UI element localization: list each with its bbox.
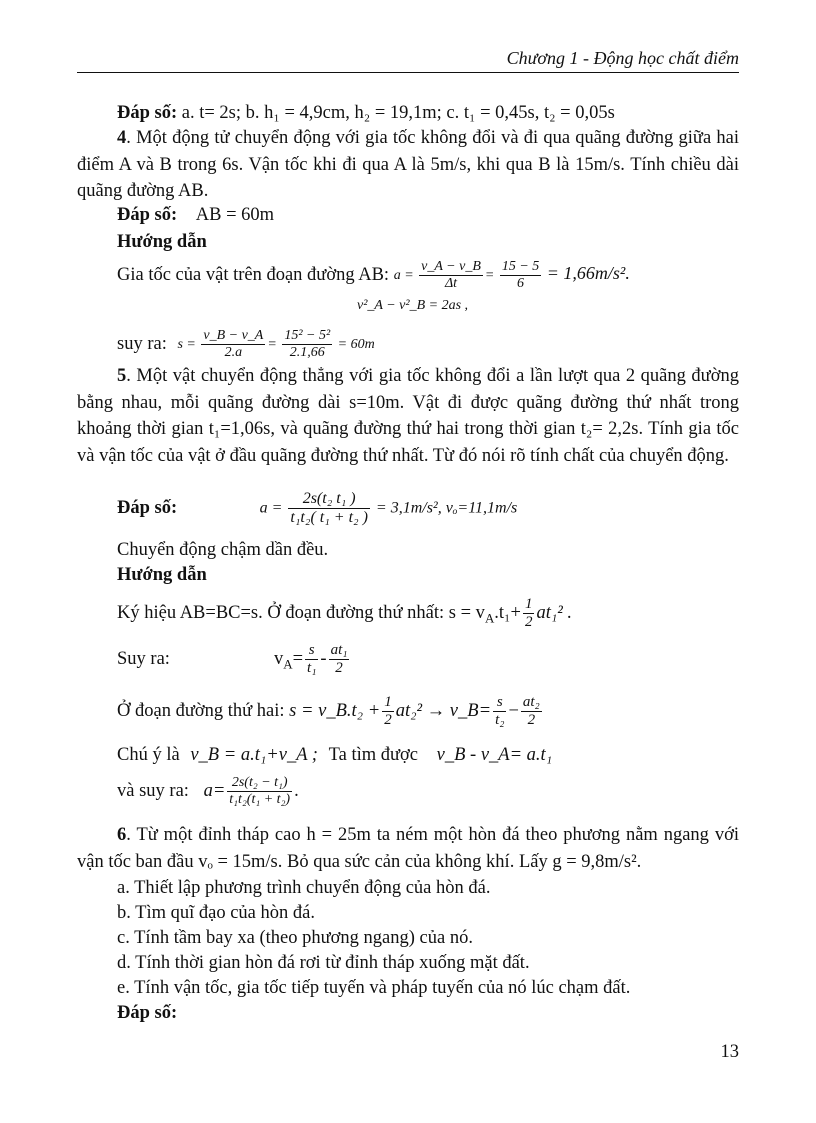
answer-values: a. t= 2s; b. h₁ = 4,9cm, h₂ = 19,1m; c. t₁ = 0,45s, t₂ = 0,05s	[181, 103, 615, 123]
eq-rhs: = 1,66m/s².	[546, 262, 630, 283]
frac-den: 6	[517, 276, 525, 292]
accel-text: Gia tốc của vật trên đoạn đường AB:	[117, 264, 390, 285]
guide-heading: Hướng dẫn	[117, 232, 207, 252]
problem-6-item: d. Tính thời gian hòn đá rơi từ đỉnh tháp xuống mặt đất.	[117, 953, 530, 973]
answer-top	[117, 103, 615, 124]
text: at₁² .	[536, 603, 573, 623]
text: Suy ra:	[117, 649, 170, 669]
frac-den: 2	[527, 712, 536, 729]
subscript: A	[283, 656, 293, 672]
text: −	[508, 701, 519, 721]
text: .t₁+	[494, 603, 521, 623]
answer-label: Đáp số:	[117, 205, 178, 225]
header-rule	[77, 72, 739, 73]
frac-num: 15² − 5²	[282, 328, 332, 345]
frac-num: 1	[523, 596, 535, 614]
guide-heading: Hướng dẫn	[117, 565, 207, 585]
problem-text: . Một động tử chuyển động với gia tốc không đổi và đi qua quãng đường giữa hai điểm A và B trong 6s. Vận tốc khi đi qua A là 5m/s, khi qua B là 15m/s. Tính chiều dài quãng đường AB.	[77, 128, 739, 201]
guide-5-line2	[117, 642, 351, 678]
problem-4	[77, 125, 739, 205]
frac-den: t₂	[495, 712, 505, 729]
text: v	[274, 649, 284, 669]
eq-rhs: = 3,1m/s², vₒ=11,1m/s	[375, 499, 518, 517]
frac-num: v_A − v_B	[419, 259, 483, 276]
problem-6-item: c. Tính tầm bay xa (theo phương ngang) của nó.	[117, 928, 473, 948]
problem-number: 5	[117, 366, 127, 386]
equation: v_B - v_A= a.t₁	[436, 745, 553, 765]
problem-6-item: b. Tìm quĩ đạo của hòn đá.	[117, 903, 315, 923]
answer-4	[117, 205, 274, 226]
eq-rhs: = 60m	[337, 336, 375, 352]
frac-num: at₂	[521, 694, 542, 712]
text: Ta tìm được	[328, 745, 419, 765]
problem-6-item: a. Thiết lập phương trình chuyển động của hòn đá.	[117, 878, 491, 898]
answer-label: Đáp số:	[117, 498, 178, 519]
suyra-text: suy ra:	[117, 333, 167, 354]
guide-4-eq2: v²_A − v²_B = 2as ,	[357, 298, 469, 313]
eq-lhs: a =	[259, 499, 283, 517]
guide-5-line5	[117, 775, 299, 808]
problem-5	[77, 363, 739, 469]
frac-den: t₁t₂( t₁ + t₂ )	[290, 509, 368, 527]
text: và suy ra:	[117, 780, 189, 801]
problem-6-item: e. Tính vận tốc, gia tốc tiếp tuyến và pháp tuyến của nó lúc chạm đất.	[117, 978, 631, 998]
motion-type: Chuyển động chậm dần đều.	[117, 540, 329, 560]
text: .	[294, 780, 299, 801]
guide-5-line1	[117, 596, 572, 632]
frac-num: s	[493, 694, 506, 712]
text: s = v_B.t₂ +	[289, 701, 381, 721]
frac-den: 2.1,66	[289, 345, 325, 361]
problem-number: 6	[117, 825, 127, 845]
frac-num: 2s(t₂ − t₁)	[227, 775, 292, 792]
frac-num: 1	[382, 694, 394, 712]
chapter-header: Chương 1 - Động học chất điểm	[506, 48, 739, 68]
equation: v_B = a.t₁+v_A ;	[190, 745, 318, 765]
guide-4-result: suy ra: s = $\frac{v\_B - v\_A}{2.a}$ = $\frac{\text{15² − 5²}}{2.1,66}$ = 60m	[117, 328, 375, 361]
problem-text: . Một vật chuyển động thẳng với gia tốc không đổi a lần lượt qua 2 quãng đường bằng nhau, mỗi quãng đường dài s=10m. Vật đi được quãng đường thứ nhất trong khoảng thời gian t₁=1,06s, và quãng đường thứ hai trong thời gian t₂= 2,2s. Tính gia tốc và vận tốc của vật ở đầu quãng đường thứ nhất. Từ đó nói rõ tính chất của chuyển động.	[77, 366, 739, 466]
problem-6	[77, 822, 739, 875]
frac-num: 2s(t₂ t₁ )	[288, 490, 369, 509]
text: Chú ý là	[117, 745, 180, 765]
text: =	[292, 649, 304, 669]
frac-den: 2	[335, 660, 343, 677]
answer-value: AB = 60m	[195, 205, 275, 225]
problem-text: . Từ một đỉnh tháp cao h = 25m ta ném một hòn đá theo phương nằm ngang với vận tốc ban đầu vₒ = 15m/s. Bỏ qua sức cản của không khí. Lấy g = 9,8m/s².	[77, 825, 739, 872]
answer-5	[117, 490, 517, 528]
eq-lhs: a =	[393, 267, 414, 283]
frac-den: 2	[384, 712, 392, 729]
frac-num: 15 − 5	[500, 259, 541, 276]
frac-den: t₁t₂(t₁ + t₂)	[229, 792, 291, 808]
guide-4-accel: Gia tốc của vật trên đoạn đường AB: a = $\frac{v\_A - v\_B}{\Delta t}$ = $\frac{15 - 5}{6}$ = 1,66m/s².	[117, 259, 630, 292]
frac-num: s	[305, 642, 318, 660]
text: Ký hiệu AB=BC=s. Ở đoạn đường thứ nhất: s = v	[117, 603, 485, 623]
problem-number: 4	[117, 128, 127, 148]
page-number: 13	[720, 1042, 739, 1062]
subscript: A	[484, 610, 495, 626]
frac-num: at₁	[329, 642, 350, 660]
frac-den: 2.a	[224, 345, 243, 361]
text: a=	[203, 780, 226, 801]
answer-label: Đáp số:	[117, 1003, 178, 1023]
frac-den: Δt	[444, 276, 458, 292]
eq-lhs: s =	[177, 336, 196, 352]
guide-5-line3	[117, 694, 544, 730]
frac-num: v_B − v_A	[201, 328, 265, 345]
frac-den: t₁	[307, 660, 317, 677]
frac-den: 2	[524, 614, 533, 631]
guide-5-line4	[117, 745, 552, 766]
text: Ở đoạn đường thứ hai:	[117, 701, 285, 721]
text: -	[320, 649, 327, 669]
answer-label: Đáp số:	[117, 103, 178, 123]
text: at₂² → v_B=	[395, 701, 492, 721]
